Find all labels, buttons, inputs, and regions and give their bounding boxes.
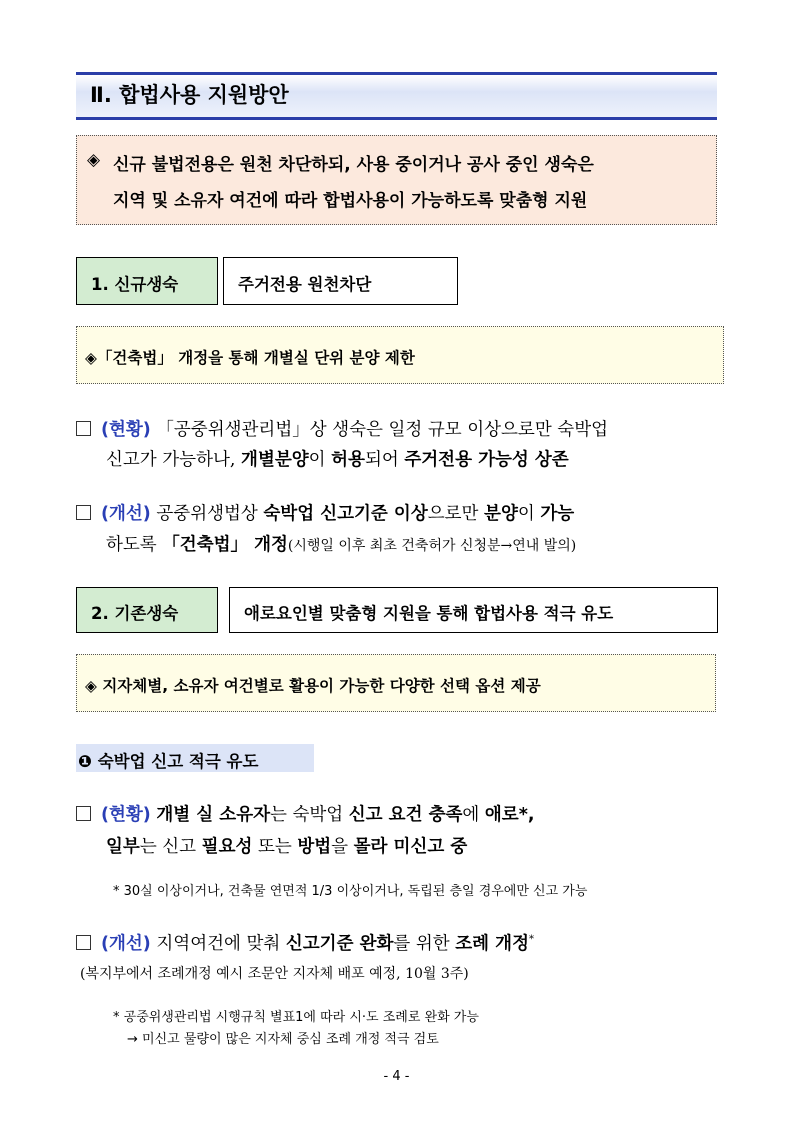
part2-item2-line1 — [76, 930, 534, 955]
part1-title: 주거전용 원천차단 — [238, 275, 372, 294]
status-tag: (현황) — [101, 805, 151, 825]
text: 에 — [462, 805, 480, 825]
summary-box — [76, 135, 717, 225]
emphasis: 주거전용 가능성 상존 — [404, 450, 569, 470]
emphasis: 허용 — [331, 450, 365, 470]
part1-item1-line1 — [76, 416, 608, 441]
part2-item1-line1 — [76, 801, 535, 826]
emphasis: 조례 개정 — [455, 934, 529, 954]
checkbox-square-icon — [76, 806, 91, 821]
part1-item2-line2 — [106, 531, 576, 556]
part1-item1-line2 — [106, 446, 569, 471]
summary-line-2: 지역 및 소유자 여건에 따라 합법사용이 가능하도록 맞춤형 지원 — [113, 191, 588, 211]
emphasis: 신고 요건 충족 — [348, 805, 463, 825]
text: 는 숙박업 — [270, 805, 344, 825]
emphasis: 숙박업 신고기준 이상 — [263, 504, 428, 524]
footnote-mark: * — [528, 934, 534, 946]
text: 는 신고 — [139, 837, 197, 857]
sub-heading: ❶ 숙박업 신고 적극 유도 — [78, 752, 259, 771]
part1-title-box — [223, 257, 458, 305]
emphasis: 분양 — [484, 504, 518, 524]
text: (시행일 이후 최초 건축허가 신청분→연내 발의) — [287, 538, 577, 554]
emphasis: 가능 — [540, 504, 575, 524]
part2-note: ◈ 지자체별, 소유자 여건별로 활용이 가능한 다양한 선택 옵션 제공 — [85, 677, 541, 695]
emphasis: 방법 — [297, 837, 332, 857]
part2-title-box — [229, 587, 718, 633]
status-tag: (현황) — [101, 420, 151, 440]
part2-item2-footnote-2: → 미신고 물량이 많은 지자체 중심 조례 개정 적극 검토 — [127, 1032, 439, 1047]
text: 지역여건에 맞춰 — [156, 934, 281, 954]
part1-label: 1. 신규생숙 — [91, 275, 179, 294]
text: 신고가 가능하나, — [106, 450, 236, 470]
part1-item2-line1 — [76, 500, 574, 525]
emphasis: 필요성 — [201, 837, 253, 857]
section-title-bar — [76, 72, 717, 120]
text: 이 — [517, 504, 535, 524]
summary-line-1: 신규 불법전용은 원천 차단하되, 사용 중이거나 공사 중인 생숙은 — [113, 155, 594, 175]
part2-label: 2. 기존생숙 — [91, 604, 179, 623]
text: 「공중위생관리법」상 생숙은 일정 규모 이상으로만 숙박업 — [156, 420, 609, 440]
sub-heading-box — [76, 744, 314, 772]
part1-note: ◈「건축법」 개정을 통해 개별실 단위 분양 제한 — [85, 349, 415, 367]
part2-label-box — [76, 587, 218, 633]
improve-tag: (개선) — [101, 504, 151, 524]
emphasis: 몰라 미신고 중 — [353, 837, 468, 857]
checkbox-square-icon — [76, 505, 91, 520]
emphasis: 「건축법」 개정 — [162, 535, 288, 555]
text: 을 — [331, 837, 349, 857]
text: 하도록 — [106, 535, 157, 555]
footnote-mark: *, — [518, 805, 535, 825]
page-number: - 4 - — [383, 1069, 410, 1084]
part2-item1-line2 — [106, 833, 467, 858]
summary-bullet: ◈ — [87, 150, 101, 170]
part1-label-box — [76, 257, 218, 305]
part2-item2-footnote-1: * 공중위생관리법 시행규칙 별표1에 따라 시·도 조례로 완화 가능 — [113, 1010, 479, 1025]
emphasis: 일부 — [106, 837, 140, 857]
improve-tag: (개선) — [101, 934, 151, 954]
part2-item1-footnote: * 30실 이상이거나, 건축물 연면적 1/3 이상이거나, 독립된 층일 경우에만 신고 가능 — [113, 884, 588, 899]
text: 공중위생법상 — [156, 504, 258, 524]
checkbox-square-icon — [76, 935, 91, 950]
text: 이 — [308, 450, 326, 470]
part2-item2-line2: (복지부에서 조례개정 예시 조문안 지자체 배포 예정, 10월 3주) — [80, 966, 469, 982]
checkbox-square-icon — [76, 421, 91, 436]
text: 를 위한 — [393, 934, 450, 954]
emphasis: 신고기준 완화 — [285, 934, 394, 954]
part1-note-box — [76, 326, 724, 384]
section-title: Ⅱ. 합법사용 지원방안 — [90, 83, 289, 107]
text: 되어 — [364, 450, 399, 470]
part2-title: 애로요인별 맞춤형 지원을 통해 합법사용 적극 유도 — [244, 604, 614, 623]
text: 또는 — [257, 837, 292, 857]
emphasis: 애로 — [484, 805, 519, 825]
emphasis: 개별분양 — [241, 450, 309, 470]
emphasis: 개별 실 소유자 — [156, 805, 271, 825]
part2-note-box — [76, 654, 716, 712]
text: 으로만 — [427, 504, 479, 524]
